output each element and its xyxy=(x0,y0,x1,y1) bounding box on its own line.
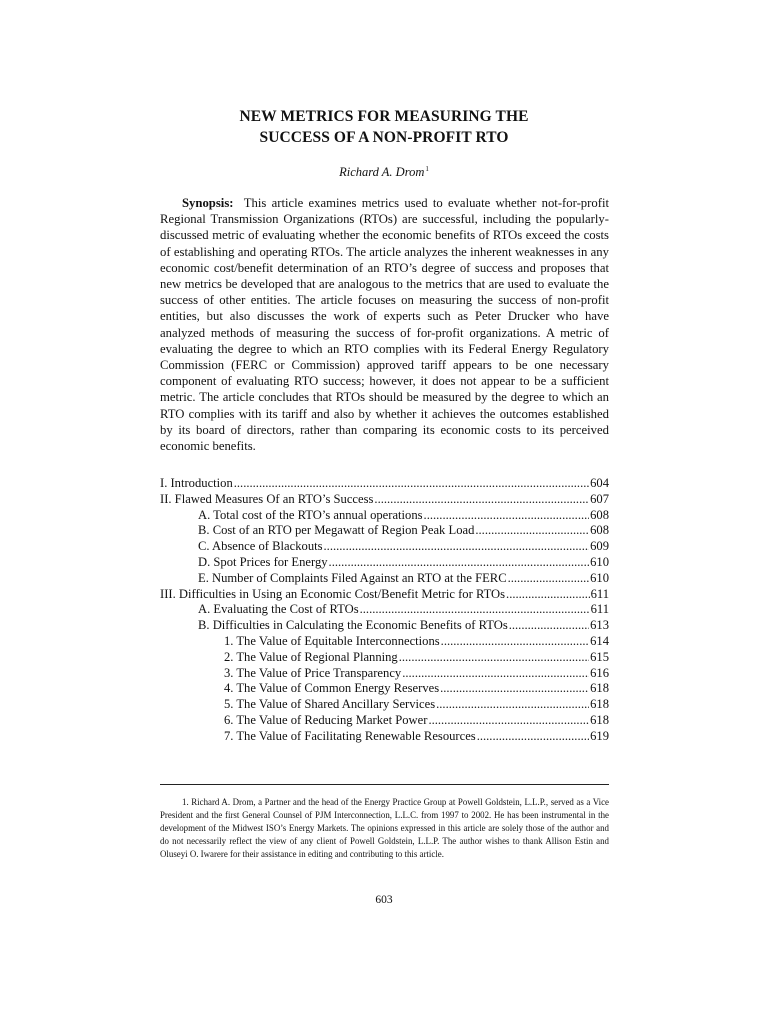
article-title xyxy=(0,106,768,148)
toc-entry-page: 608 xyxy=(590,507,609,522)
toc-entry[interactable] xyxy=(160,523,609,539)
toc-entry-label: 1. The Value of Equitable Interconnections xyxy=(224,633,440,648)
toc-entry-page: 604 xyxy=(590,476,609,490)
toc-entry[interactable] xyxy=(160,634,609,650)
author-line xyxy=(0,161,768,180)
toc-entry-label: B. Cost of an RTO per Megawatt of Region Peak Load xyxy=(198,523,475,538)
toc-entry-label: 5. The Value of Shared Ancillary Services xyxy=(224,697,436,712)
toc-entry-page: 607 xyxy=(590,491,609,506)
toc-entry-label: I. Introduction xyxy=(160,476,233,490)
toc-entry[interactable] xyxy=(160,492,609,508)
toc-entry-page: 615 xyxy=(590,649,609,664)
toc-entry-label: A. Evaluating the Cost of RTOs xyxy=(198,602,359,617)
toc-entry-page: 616 xyxy=(590,665,609,680)
toc-entry[interactable] xyxy=(160,555,609,571)
toc-entry-label: 7. The Value of Facilitating Renewable Resources xyxy=(224,728,476,743)
title-line-2: SUCCESS OF A NON-PROFIT RTO xyxy=(259,129,509,146)
toc-entry-label: A. Total cost of the RTO’s annual operations xyxy=(198,507,423,522)
toc-entry[interactable] xyxy=(160,587,609,603)
toc-entry-label: 6. The Value of Reducing Market Power xyxy=(224,712,428,727)
toc-entry-page: 610 xyxy=(590,570,609,585)
toc-entry[interactable] xyxy=(160,681,609,697)
toc-entry-label: D. Spot Prices for Energy xyxy=(198,554,328,569)
toc-entry-page: 609 xyxy=(590,539,609,554)
footnote: 1. Richard A. Drom, a Partner and the head of the Energy Practice Group at Powell Goldstein, L.L.P., served as a Vice President and the first General Counsel of PJM Interconnection, L.L.C. from 1997 to 2002. He has been instrumental in the development of the Midwest ISO’s Energy Markets. The opinions expressed in this article are solely those of the author and do not necessarily reflect the view of any client of Powell Goldstein, L.L.P. The author wishes to thank Allison Estin and Oluseyi O. Iwarere for their assistance in editing and contributing to this article. xyxy=(160,797,609,859)
toc-entry-page: 611 xyxy=(590,602,609,617)
footnote-divider xyxy=(160,784,609,785)
synopsis-label: Synopsis: xyxy=(182,196,234,210)
toc-entry-page: 614 xyxy=(590,633,609,648)
toc-entry-page: 608 xyxy=(590,523,609,538)
toc-entry[interactable] xyxy=(160,729,609,745)
toc-entry[interactable] xyxy=(160,666,609,682)
toc-entry-page: 613 xyxy=(590,618,609,633)
toc-entry-label: II. Flawed Measures Of an RTO’s Success xyxy=(160,491,374,506)
author-footnote-ref[interactable]: 1 xyxy=(425,165,429,173)
toc-entry-page: 619 xyxy=(590,728,609,743)
toc-entry-page: 618 xyxy=(590,697,609,712)
synopsis xyxy=(160,195,609,454)
toc-entry[interactable] xyxy=(160,476,609,492)
synopsis-text: This article examines metrics used to evaluate whether not-for-profit Regional Transmission Organizations (RTOs) are successful, including the popularly-discussed metric of evaluating whether the economic benefits of RTOs exceed the costs of establishing and operating RTOs. The article analyzes the inherent weaknesses in any economic cost/benefit determination of an RTO’s degree of success and proposes that new metrics be developed that are analogous to the metrics that are used to evaluate the success of other entities. The article focuses on measuring the success of non-profit entities, but also discusses the work of experts such as Peter Drucker who have analyzed methods of measuring the success of for-profit organizations. A metric of evaluating the degree to which an RTO complies with its Federal Energy Regulatory Commission (FERC or Commission) approved tariff appears to be one necessary component of evaluating RTO success; however, it does not appear to be a sufficient metric. The article concludes that RTOs should be measured by the degree to which an RTO complies with its tariff and also by whether it achieves the outcomes established by its board of directors, rather than comparing its economic costs to its perceived economic benefits. xyxy=(160,196,609,454)
title-line-1: NEW METRICS FOR MEASURING THE xyxy=(239,108,529,125)
toc-entry[interactable] xyxy=(160,508,609,524)
table-of-contents xyxy=(160,476,609,745)
page-number: 603 xyxy=(375,894,393,906)
toc-entry-label: III. Difficulties in Using an Economic Cost/Benefit Metric for RTOs xyxy=(160,586,506,601)
toc-entry-label: 2. The Value of Regional Planning xyxy=(224,649,398,664)
toc-entry[interactable] xyxy=(160,650,609,666)
toc-entry[interactable] xyxy=(160,697,609,713)
toc-entry-label: B. Difficulties in Calculating the Economic Benefits of RTOs xyxy=(198,618,508,633)
toc-entry-page: 611 xyxy=(590,586,609,601)
toc-entry[interactable] xyxy=(160,539,609,555)
toc-entry[interactable] xyxy=(160,571,609,587)
toc-entry-page: 610 xyxy=(590,554,609,569)
toc-entry-label: E. Number of Complaints Filed Against an RTO at the FERC xyxy=(198,570,507,585)
toc-entry-page: 618 xyxy=(590,681,609,696)
toc-entry[interactable] xyxy=(160,618,609,634)
toc-entry-label: 4. The Value of Common Energy Reserves xyxy=(224,681,440,696)
toc-entry-page: 618 xyxy=(590,712,609,727)
toc-entry[interactable] xyxy=(160,713,609,729)
toc-entry-label: 3. The Value of Price Transparency xyxy=(224,665,402,680)
author-name: Richard A. Drom xyxy=(339,165,425,179)
toc-entry-label: C. Absence of Blackouts xyxy=(198,539,323,554)
toc-entry[interactable] xyxy=(160,602,609,618)
